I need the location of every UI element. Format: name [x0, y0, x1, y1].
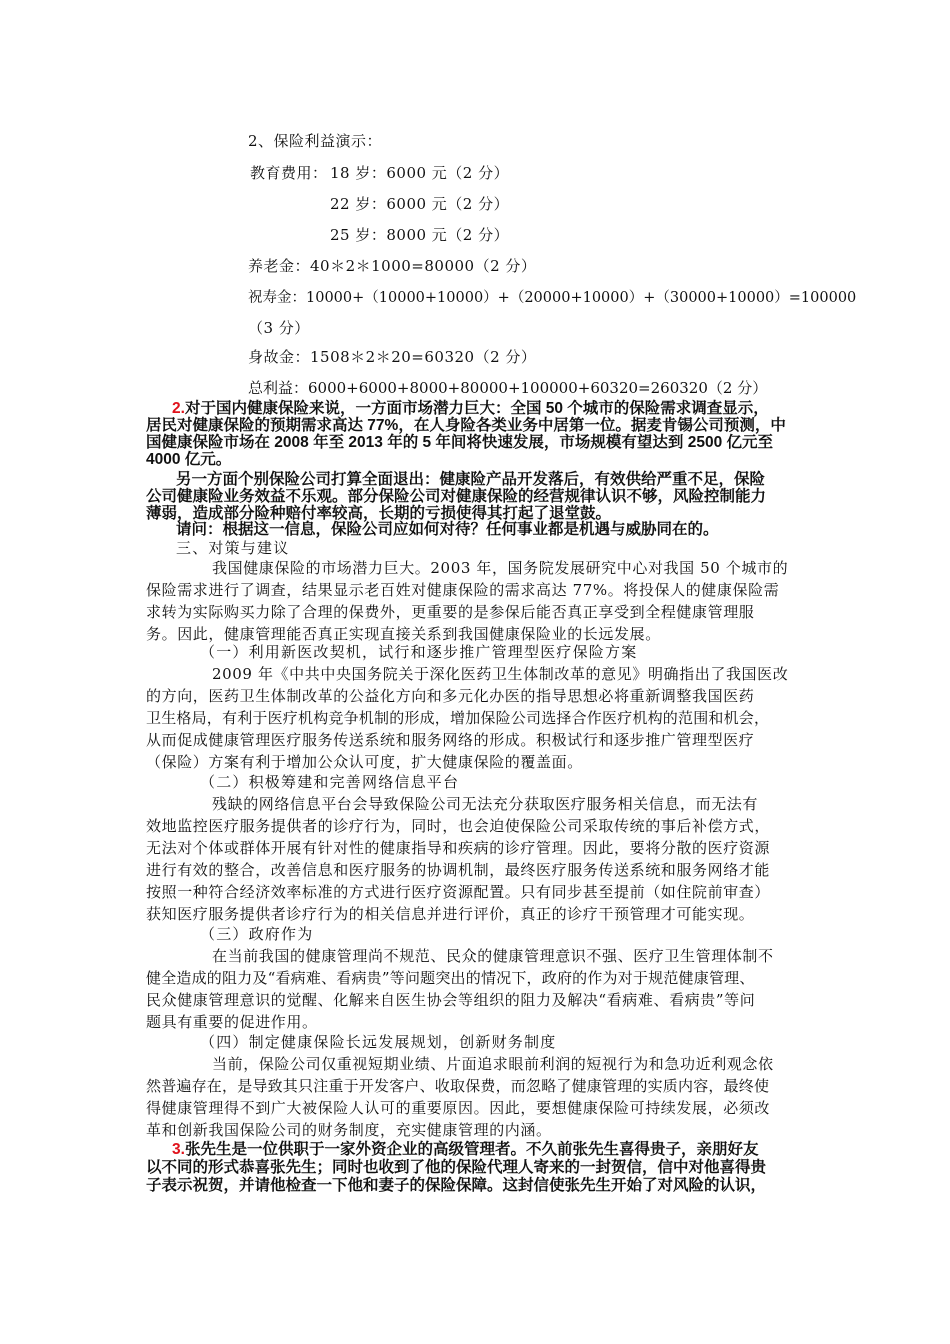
answer-p2-line: 卫生格局，有利于医疗机构竞争机制的形成，增加保险公司选择合作医疗机构的范围和机会， [146, 709, 770, 727]
demo-longevity: 祝寿金：10000+（10000+10000）+（20000+10000）+（30000+10000）=100000 [248, 290, 857, 306]
question-2-number: 2. [172, 400, 185, 417]
demo-title: 2、保险利益演示： [248, 132, 383, 150]
answer-p1-line: 我国健康保险的市场潜力巨大。2003 年，国务院发展研究中心对我国 50 个城市的 [212, 559, 789, 577]
answer-p4-line: 在当前我国的健康管理尚不规范、民众的健康管理意识不强、医疗卫生管理体制不 [212, 947, 774, 965]
answer-p2-line: 从而促成健康管理医疗服务传送系统和服务网络的形成。积极试行和逐步推广管理型医疗 [146, 731, 755, 749]
answer-p2-line: （保险）方案有利于增加公众认可度，扩大健康保险的覆盖面。 [146, 753, 583, 771]
answer-p2-line: 的方向，医药卫生体制改革的公益化方向和多元化办医的指导思想必将重新调整我国医药 [146, 687, 755, 705]
question-2-line-7: 薄弱，造成部分险种赔付率较高，长期的亏损使得其打起了退堂鼓。 [146, 505, 612, 522]
subheading-2: （二）积极筹建和完善网络信息平台 [200, 773, 460, 791]
answer-p5-line: 革和创新我国保险公司的财务制度，充实健康管理的内涵。 [146, 1121, 552, 1139]
answer-p3-line: 进行有效的整合，改善信息和医疗服务的协调机制，最终医疗服务传送系统和服务网络才能 [146, 861, 771, 879]
question-2-line-2: 居民对健康保险的预期需求高达 77%，在人身险各类业务中居第一位。据麦肯锡公司预测，中 [146, 417, 786, 434]
subheading-4: （四）制定健康保险长远发展规划，创新财务制度 [200, 1033, 557, 1051]
question-3-text: 张先生是一位供职于一家外资企业的高级管理者。不久前张先生喜得贵子，亲朋好友 [184, 1141, 759, 1158]
answer-p3-line: 无法对个体或群体开展有针对性的健康指导和疾病的诊疗管理。因此，要将分散的医疗资源 [146, 839, 771, 857]
question-2-line-8: 请问：根据这一信息，保险公司应如何对待？任何事业都是机遇与威胁同在的。 [176, 521, 719, 538]
answer-p5-line: 然普遍存在，是导致其只注重于开发客户、收取保费，而忽略了健康管理的实质内容，最终使 [146, 1077, 770, 1095]
subheading-3: （三）政府作为 [200, 925, 314, 943]
answer-p5-line: 得健康管理得不到广大被保险人认可的重要原因。因此，要想健康保险可持续发展，必须改 [146, 1099, 771, 1117]
demo-edu-22: 22 岁：6000 元（2 分） [330, 195, 510, 213]
demo-edu-label: 教育费用： [250, 164, 328, 182]
question-3-number: 3. [172, 1141, 185, 1158]
answer-p1-line: 保险需求进行了调查，结果显示老百姓对健康保险的需求高达 77%。将投保人的健康保险需 [146, 581, 780, 599]
demo-edu-18: 18 岁：6000 元（2 分） [330, 164, 510, 182]
question-2-line-3: 国健康保险市场在 2008 年至 2013 年的 5 年间将快速发展，市场规模有望达到 2500 亿元至 [146, 434, 774, 451]
subheading-1: （一）利用新医改契机，试行和逐步推广管理型医疗保险方案 [200, 643, 638, 661]
demo-pension: 养老金：40＊2＊1000=80000（2 分） [248, 257, 537, 275]
answer-p3-line: 获知医疗服务提供者诊疗行为的相关信息并进行评价，真正的诊疗干预管理才可能实现。 [146, 905, 755, 923]
answer-p5-line: 当前，保险公司仅重视短期业绩、片面追求眼前利润的短视行为和急功近利观念依 [212, 1055, 774, 1073]
answer-p4-line: 民众健康管理意识的觉醒、化解来自医生协会等组织的阻力及解决“看病难、看病贵”等问 [146, 991, 756, 1009]
question-2-text: 对于国内健康保险来说，一方面市场潜力巨大：全国 50 个城市的保险需求调查显示， [184, 400, 769, 417]
answer-p4-line: 健全造成的阻力及“看病难、看病贵”等问题突出的情况下，政府的作为对于规范健康管理、 [146, 969, 755, 987]
question-2-line-6: 公司健康险业务效益不乐观。部分保险公司对健康保险的经营规律认识不够，风险控制能力 [146, 488, 767, 505]
question-2-line-4: 4000 亿元。 [146, 451, 232, 468]
demo-death-benefit: 身故金：1508＊2＊20=60320（2 分） [248, 348, 537, 366]
question-3-line-3: 子表示祝贺，并请他检查一下他和妻子的保险保障。这封信使张先生开始了对风险的认识， [146, 1177, 767, 1194]
question-2-line-5: 另一方面个别保险公司打算全面退出：健康险产品开发落后，有效供给严重不足，保险 [176, 471, 766, 488]
answer-p2-line: 2009 年《中共中央国务院关于深化医药卫生体制改革的意见》明确指出了我国医改 [212, 665, 789, 683]
demo-edu-25: 25 岁：8000 元（2 分） [330, 226, 510, 244]
answer-p3-line: 效地监控医疗服务提供者的诊疗行为，同时，也会迫使保险公司采取传统的事后补偿方式， [146, 817, 771, 835]
demo-total-benefit: 总利益：6000+6000+8000+80000+100000+60320=260320（2 分） [248, 379, 768, 397]
answer-p3-line: 按照一种符合经济效率标准的方式进行医疗资源配置。只有同步甚至提前（如住院前审查） [146, 883, 771, 901]
question-3-line-2: 以不同的形式恭喜张先生；同时也收到了他的保险代理人寄来的一封贺信，信中对他喜得贵 [146, 1159, 767, 1176]
answer-p1-line: 务。因此，健康管理能否真正实现直接关系到我国健康保险业的长远发展。 [146, 625, 661, 643]
answer-p4-line: 题具有重要的促进作用。 [146, 1013, 318, 1031]
demo-longevity-score: （3 分） [248, 319, 310, 337]
answer-p1-line: 求转为实际购买力除了合理的保费外，更重要的是参保后能否真正享受到全程健康管理服 [146, 603, 755, 621]
answer-p3-line: 残缺的网络信息平台会导致保险公司无法充分获取医疗服务相关信息，而无法有 [212, 795, 759, 813]
answer-heading: 三、对策与建议 [176, 539, 290, 557]
